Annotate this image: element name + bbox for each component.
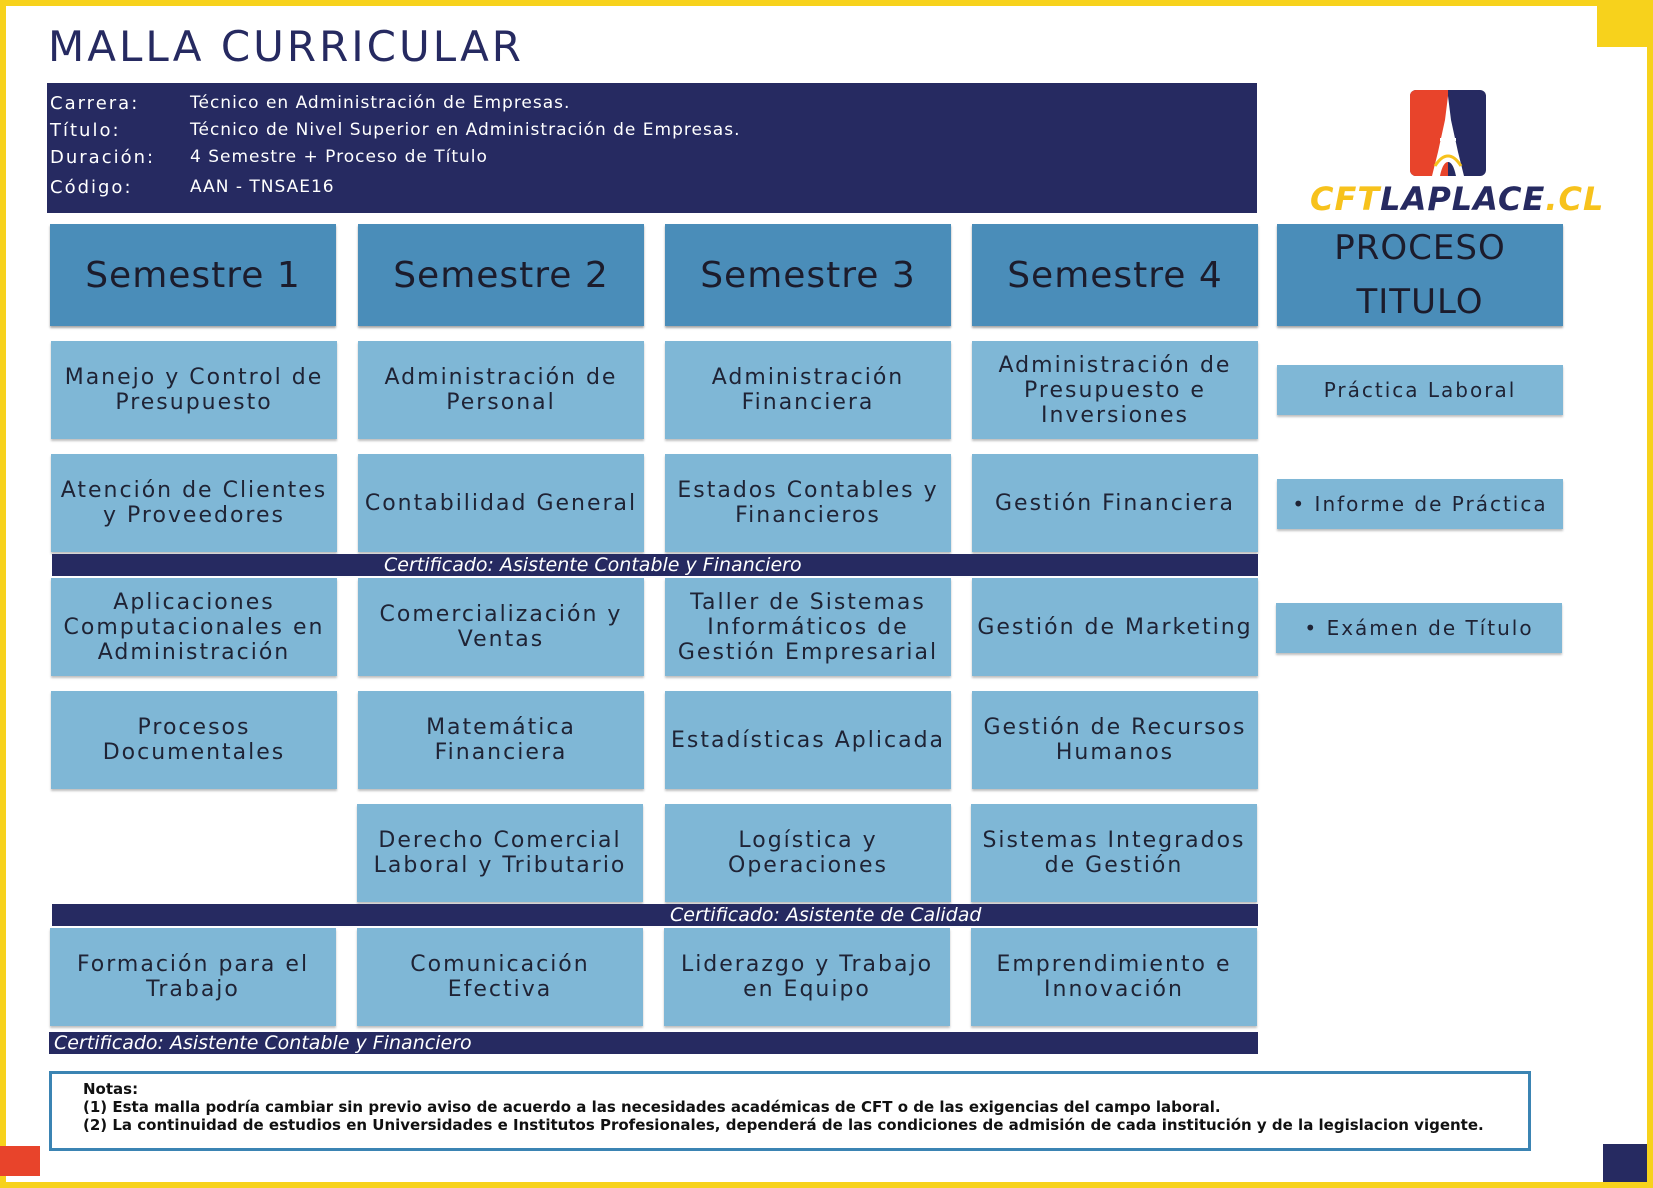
notes-box	[49, 1071, 1531, 1151]
duracion-label: Duración:	[50, 147, 156, 168]
course-s1-1: Manejo y Control de Presupuesto	[51, 341, 337, 439]
semester-1-header: Semestre 1	[50, 224, 336, 326]
corner-decoration-yellow	[1597, 0, 1653, 47]
course-s4-1: Administración de Presupuesto e Inversiones	[972, 341, 1258, 439]
cft-laplace-logo	[1310, 88, 1605, 218]
course-s2-2: Contabilidad General	[358, 454, 644, 552]
course-s4-3: Gestión de Marketing	[972, 578, 1258, 676]
course-s2-1: Administración de Personal	[358, 341, 644, 439]
course-s2-5: Derecho Comercial Laboral y Tributario	[357, 804, 643, 902]
logo-text-main: LAPLACE	[1380, 180, 1546, 218]
course-s4-5: Sistemas Integrados de Gestión	[971, 804, 1257, 902]
eiffel-tower-logo-icon	[1410, 90, 1486, 176]
course-s3-4: Estadísticas Aplicada	[665, 691, 951, 789]
logo-wordmark	[1310, 180, 1605, 218]
course-s3-2: Estados Contables y Financieros	[665, 454, 951, 552]
course-s3-6: Liderazgo y Trabajo en Equipo	[664, 928, 950, 1026]
logo-text-suffix: .CL	[1545, 180, 1605, 218]
notes-heading: Notas:	[83, 1080, 139, 1098]
logo-text-prefix: CFT	[1310, 180, 1381, 218]
certificate-bar-2	[52, 904, 1258, 926]
course-s1-3: Aplicaciones Computacionales en Administración	[51, 578, 337, 676]
semester-3-header: Semestre 3	[665, 224, 951, 326]
titulo-value: Técnico de Nivel Superior en Administración de Empresas.	[190, 120, 741, 140]
codigo-label: Código:	[50, 177, 133, 198]
course-s1-5: Formación para el Trabajo	[50, 928, 336, 1026]
proceso-item-examen-titulo: • Exámen de Título	[1276, 603, 1562, 653]
course-s4-2: Gestión Financiera	[972, 454, 1258, 552]
corner-decoration-navy	[1603, 1144, 1647, 1182]
duracion-value: 4 Semestre + Proceso de Título	[190, 147, 488, 167]
proceso-item-informe-practica: • Informe de Práctica	[1277, 479, 1563, 529]
proceso-item-practica-laboral: Práctica Laboral	[1277, 365, 1563, 415]
course-s3-5: Logística y Operaciones	[665, 804, 951, 902]
semester-4-header: Semestre 4	[972, 224, 1258, 326]
course-s1-4: Procesos Documentales	[51, 691, 337, 789]
course-s2-3: Comercialización y Ventas	[358, 578, 644, 676]
semester-2-header: Semestre 2	[358, 224, 644, 326]
proceso-titulo-header: PROCESO TITULO	[1277, 224, 1563, 326]
note-item-1: (1) Esta malla podría cambiar sin previo aviso de acuerdo a las necesidades académicas de CFT o de las exigencias del campo laboral.	[83, 1098, 1221, 1116]
course-s2-4: Matemática Financiera	[358, 691, 644, 789]
course-s4-4: Gestión de Recursos Humanos	[972, 691, 1258, 789]
course-s3-3: Taller de Sistemas Informáticos de Gestión Empresarial	[665, 578, 951, 676]
note-item-2: (2) La continuidad de estudios en Universidades e Institutos Profesionales, dependerá de las condiciones de admisión de cada institución y de la legislacion vigente.	[83, 1116, 1484, 1134]
course-s2-6: Comunicación Efectiva	[357, 928, 643, 1026]
certificate-bar-3	[49, 1032, 1258, 1054]
certificate-label-2: Certificado: Asistente de Calidad	[670, 904, 982, 926]
certificate-bar-1	[52, 554, 1258, 576]
corner-decoration-red	[0, 1146, 40, 1176]
course-s3-1: Administración Financiera	[665, 341, 951, 439]
program-info-box	[47, 83, 1257, 213]
carrera-value: Técnico en Administración de Empresas.	[190, 93, 571, 113]
certificate-label-3: Certificado: Asistente Contable y Financiero	[54, 1032, 472, 1054]
carrera-label: Carrera:	[50, 93, 140, 114]
certificate-label-1: Certificado: Asistente Contable y Financiero	[384, 554, 802, 576]
titulo-label: Título:	[50, 120, 121, 141]
page-title: MALLA CURRICULAR	[48, 22, 524, 71]
codigo-value: AAN - TNSAE16	[190, 177, 335, 197]
course-s1-2: Atención de Clientes y Proveedores	[51, 454, 337, 552]
course-s4-6: Emprendimiento e Innovación	[971, 928, 1257, 1026]
